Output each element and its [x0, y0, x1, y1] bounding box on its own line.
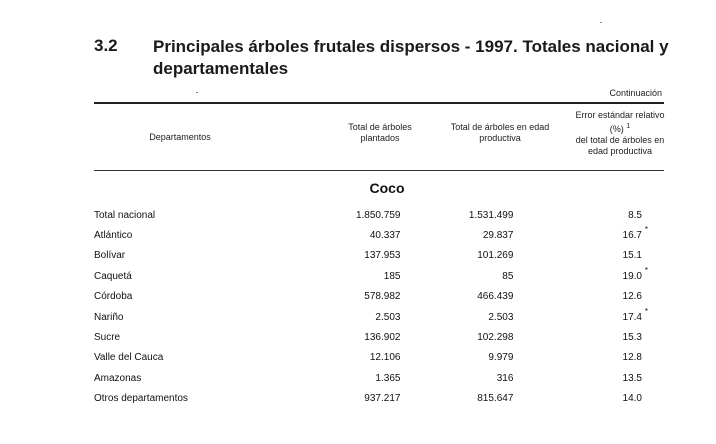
- department-cell: Nariño: [94, 311, 124, 323]
- table-row: [94, 307, 664, 327]
- table-row: [94, 246, 664, 266]
- productive-cell: 466.439: [477, 291, 514, 303]
- department-cell: Otros departamentos: [94, 393, 188, 405]
- planted-cell: 12.106: [369, 352, 401, 364]
- error-cell-wrap: [623, 291, 642, 302]
- error-cell: [513, 368, 664, 388]
- scan-speck: [600, 22, 602, 23]
- department-cell: Bolívar: [94, 250, 126, 262]
- table-row: [94, 225, 664, 245]
- productive-cell: 2.503: [488, 311, 514, 323]
- productive-cell: 316: [496, 372, 514, 384]
- error-footnote-marker: 1: [626, 123, 631, 130]
- scan-speck: [196, 92, 198, 93]
- column-header-error: [570, 110, 670, 157]
- planted-cell: 137.953: [364, 250, 401, 262]
- error-value: 12.8: [622, 352, 642, 364]
- error-mark: *: [644, 225, 648, 235]
- error-cell-wrap: [623, 250, 642, 261]
- error-cell-wrap: [622, 225, 648, 242]
- error-cell-wrap: [628, 210, 642, 221]
- planted-cell: 1.850.759: [355, 209, 401, 221]
- error-value: 15.3: [622, 332, 642, 344]
- continuation-label: Continuación: [609, 88, 662, 98]
- column-header-productive: Total de árboles en edad productiva: [450, 122, 550, 143]
- productive-cell: 1.531.499: [468, 209, 514, 221]
- section-heading-text: Coco: [369, 180, 405, 196]
- error-value: 16.7: [622, 230, 642, 242]
- error-value: 17.4: [622, 311, 642, 323]
- error-value: 15.1: [622, 250, 642, 262]
- error-cell-wrap: [623, 373, 642, 384]
- error-value: 12.6: [622, 291, 642, 303]
- error-cell-wrap: [623, 352, 642, 363]
- error-cell: [513, 246, 664, 266]
- planted-cell: 2.503: [375, 311, 401, 323]
- column-header-planted: Total de árboles plantados: [348, 122, 412, 143]
- error-mark: *: [644, 265, 648, 275]
- planted-cell: 40.337: [369, 230, 401, 242]
- planted-cell: 185: [383, 270, 401, 282]
- department-cell: Atlántico: [94, 230, 133, 242]
- error-cell-wrap: [622, 306, 648, 323]
- error-cell: [513, 389, 664, 409]
- planted-cell: 136.902: [364, 332, 401, 344]
- planted-cell: 1.365: [375, 372, 401, 384]
- header-rule: [94, 170, 664, 171]
- table-row: [94, 205, 664, 225]
- error-cell-wrap: [623, 393, 642, 404]
- error-cell: [513, 225, 664, 245]
- table-row: [94, 266, 664, 286]
- column-header-departments: Departamentos: [149, 132, 211, 142]
- section-number: 3.2: [94, 36, 118, 55]
- productive-cell: 85: [502, 270, 514, 282]
- table-row: [94, 389, 664, 409]
- department-cell: Valle del Cauca: [94, 352, 164, 364]
- error-cell-wrap: [622, 265, 648, 282]
- productive-cell: 9.979: [488, 352, 514, 364]
- department-cell: Córdoba: [94, 291, 133, 303]
- table-title: Principales árboles frutales dispersos - 1997. Totales nacional y departamentales: [153, 37, 669, 78]
- productive-cell: 815.647: [477, 393, 514, 405]
- section-heading: [94, 180, 664, 196]
- error-cell-wrap: [623, 332, 642, 343]
- error-header-suffix: del total de árboles en edad productiva: [575, 135, 665, 156]
- department-cell: Amazonas: [94, 372, 142, 384]
- error-cell: [513, 307, 664, 327]
- department-cell: Total nacional: [94, 209, 156, 221]
- error-cell: [513, 266, 664, 286]
- productive-cell: 102.298: [477, 332, 514, 344]
- department-cell: Sucre: [94, 332, 121, 344]
- error-value: 8.5: [628, 209, 642, 221]
- error-cell: [513, 348, 664, 368]
- productive-cell: 29.837: [482, 230, 514, 242]
- planted-cell: 937.217: [364, 393, 401, 405]
- table-row: [94, 368, 664, 388]
- error-value: 14.0: [622, 393, 642, 405]
- error-cell: [513, 287, 664, 307]
- error-value: 13.5: [622, 372, 642, 384]
- error-cell: [513, 327, 664, 347]
- productive-cell: 101.269: [477, 250, 514, 262]
- table-row: [94, 348, 664, 368]
- data-table: [94, 205, 664, 409]
- error-header-label: Error estándar relativo (%): [575, 110, 665, 134]
- planted-cell: 578.982: [364, 291, 401, 303]
- error-cell: [513, 205, 664, 225]
- table-row: [94, 287, 664, 307]
- error-mark: *: [644, 306, 648, 316]
- top-rule: [94, 102, 664, 104]
- error-value: 19.0: [622, 270, 642, 282]
- table-row: [94, 327, 664, 347]
- department-cell: Caquetá: [94, 270, 132, 282]
